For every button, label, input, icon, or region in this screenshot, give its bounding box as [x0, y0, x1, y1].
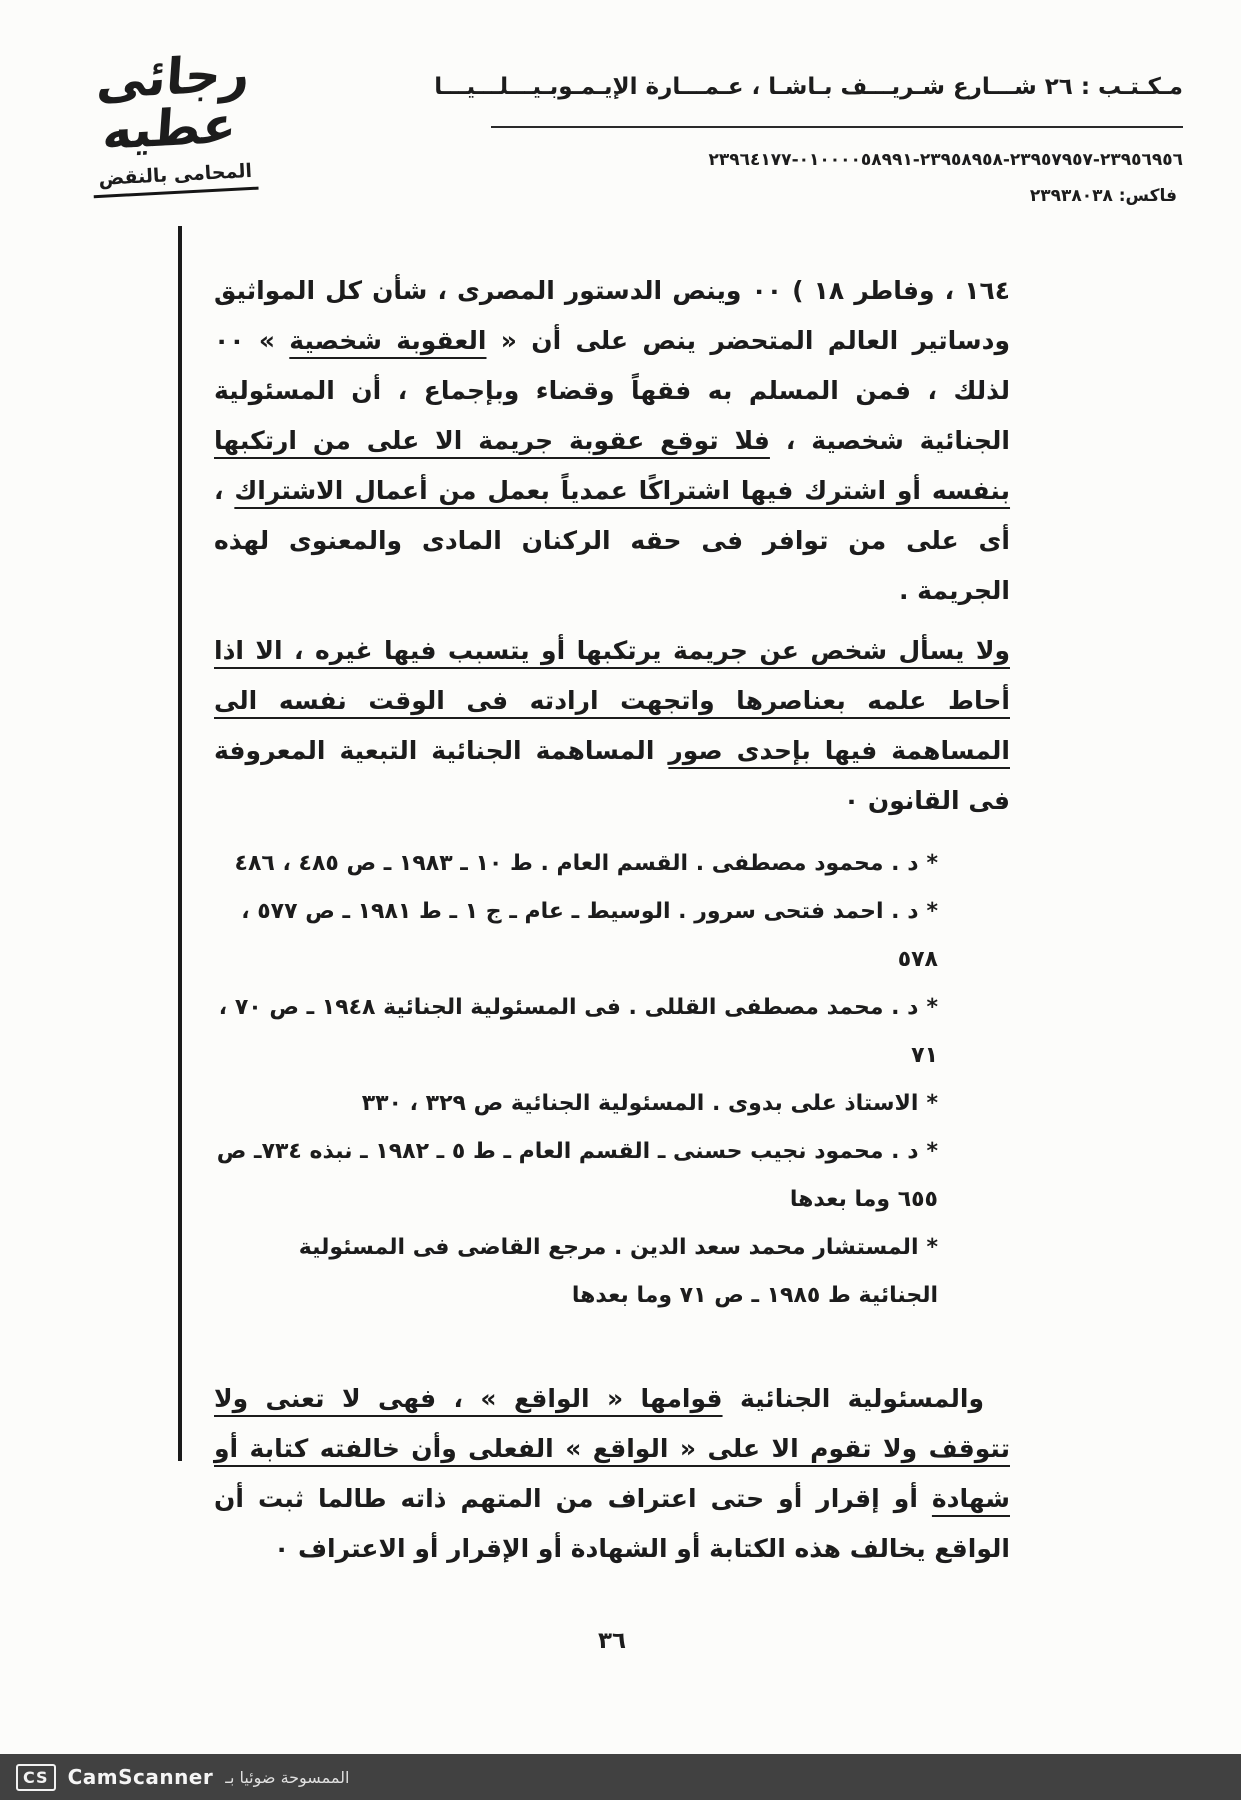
stamp-title-text: المحامى بالنقض: [92, 160, 259, 199]
office-address-line: مـكـتـب : ٢٦ شـــارع شـريـــف بـاشـا ، عـمـــارة الإيـمـوبـيـــلـــيـــا: [434, 74, 1183, 100]
closing-paragraph: [214, 1374, 1010, 1574]
scanned-by-text: الممسوحة ضوئيا بـ: [225, 1767, 350, 1787]
footnote-item: [214, 1080, 938, 1128]
text-segment: المساهمة الجنائية التبعية المعروفة فى القانون ٠: [214, 736, 1010, 815]
footnote-marker: *: [926, 899, 938, 924]
footnote-text: د . محمد مصطفى القللى . فى المسئولية الجنائية ١٩٤٨ ـ ص ٧٠ ، ٧١: [218, 995, 938, 1068]
footnote-text: المستشار محمد سعد الدين . مرجع القاضى فى المسئولية الجنائية ط ١٩٨٥ ـ ص ٧١ وما بعدها: [298, 1235, 938, 1308]
footnote-text: الاستاذ على بدوى . المسئولية الجنائية ص ٣٢٩ ، ٣٣٠: [361, 1091, 919, 1116]
camscanner-brand-text: CamScanner: [67, 1765, 214, 1789]
footnote-marker: *: [926, 1235, 938, 1260]
footnote-item: [214, 840, 938, 888]
text-segment: ١٦٤ ، وفاطر ١٨ ) ٠٠ وينص الدستور المصرى ، شأن كل المواثيق ودساتير العالم المتحضر ينص على أن «: [214, 276, 1011, 355]
underlined-text-segment: قوامها « الواقع » ، فهى لا تعنى ولا تتوقف ولا تقوم الا على « الواقع » الفعلى وأن خالفته كتابة أو شهادة: [214, 1384, 1010, 1513]
footnote-text: د . محمود مصطفى . القسم العام . ط ١٠ ـ ١٩٨٣ ـ ص ٤٨٥ ، ٤٨٦: [234, 851, 919, 876]
header-divider: [491, 126, 1183, 128]
footnote-item: [214, 1128, 938, 1224]
underlined-text-segment: العقوبة شخصية: [289, 326, 487, 355]
text-segment: ، أى على من توافر فى حقه الركنان المادى والمعنوى لهذه الجريمة .: [214, 476, 1010, 605]
footnote-marker: *: [926, 995, 938, 1020]
footnote-marker: *: [926, 1091, 938, 1116]
text-segment: أو إقرار أو حتى اعتراف من المتهم ذاته طالما ثبت أن الواقع يخالف هذه الكتابة أو الشهادة أو الإقرار أو الاعتراف ٠: [214, 1484, 1010, 1563]
footnote-text: د . محمود نجيب حسنى ـ القسم العام ـ ط ٥ ـ ١٩٨٢ ـ نبذه ٧٣٤ـ ص ٦٥٥ وما بعدها: [216, 1139, 938, 1212]
fax-line: فاكس: ٢٣٩٣٨٠٣٨: [1029, 186, 1177, 206]
footnote-text: د . احمد فتحى سرور . الوسيط ـ عام ـ ج ١ ـ ط ١٩٨١ ـ ص ٥٧٧ ، ٥٧٨: [241, 899, 938, 972]
text-segment: والمسئولية الجنائية: [722, 1384, 984, 1413]
footnote-marker: *: [926, 1139, 938, 1164]
camscanner-logo-icon: CS: [16, 1764, 56, 1791]
camscanner-footer: [0, 1754, 1241, 1800]
body-paragraph: [214, 626, 1010, 826]
footnote-item: [214, 1224, 938, 1320]
underlined-text-segment: فلا توقع عقوبة جريمة الا على من ارتكبها بنفسه أو اشترك فيها اشتراكًا عمدياً بعمل من أعمال الاشتراك: [214, 426, 1011, 505]
left-margin-rule: [178, 226, 182, 1461]
phone-numbers-line: ٢٣٩٥٦٩٥٦-٢٣٩٥٧٩٥٧-٢٣٩٥٨٩٥٨-٠١٠٠٠٠٥٨٩٩١-٢٣٩٦٤١٧٧: [708, 150, 1183, 170]
page-number: ٣٦: [597, 1628, 627, 1654]
footnote-marker: *: [926, 851, 938, 876]
law-office-stamp: [56, 43, 288, 200]
footnote-item: [214, 984, 938, 1080]
footnotes-list: [214, 840, 938, 1320]
body-paragraph: [214, 266, 1010, 616]
text-segment: » ٠٠ لذلك ، فمن المسلم به فقهاً وقضاء وبإجماع ، أن المسئولية الجنائية شخصية ،: [214, 326, 1011, 455]
document-body: [214, 266, 1010, 1584]
body-text: [214, 266, 1010, 826]
stamp-name-text: رجائى عطيه: [94, 43, 252, 161]
underlined-text-segment: ولا يسأل شخص عن جريمة يرتكبها أو يتسبب فيها غيره ، الا اذا أحاط علمه بعناصرها واتجهت ارادته فى الوقت نفسه الى المساهمة فيها بإحدى صور: [214, 636, 1010, 765]
footnote-item: [214, 888, 938, 984]
